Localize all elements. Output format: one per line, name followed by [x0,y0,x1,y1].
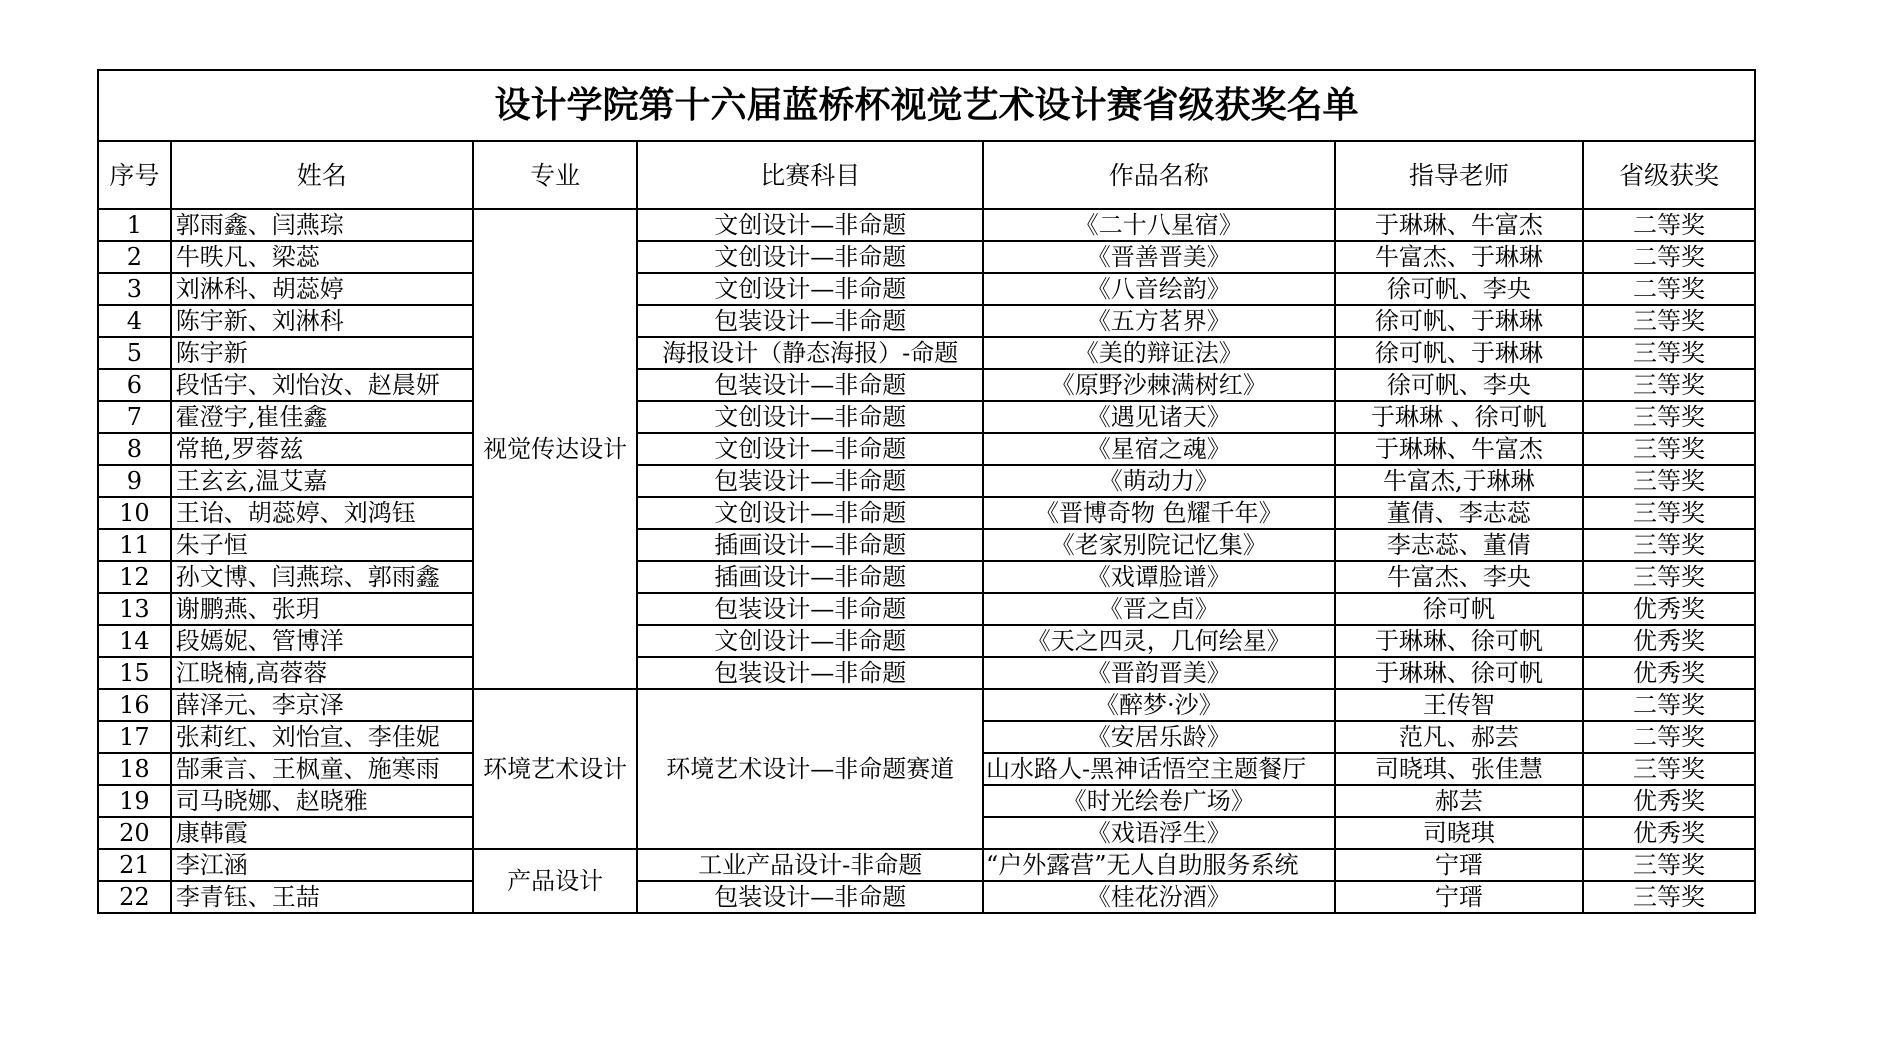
award-level: 三等奖 [1583,465,1755,497]
table-row [98,849,1755,881]
subject-cell: 环境艺术设计—非命题赛道 [637,689,983,849]
row-index: 16 [98,689,171,721]
row-index: 14 [98,625,171,657]
award-level: 三等奖 [1583,369,1755,401]
student-names: 陈宇新、刘淋科 [171,305,473,337]
advisor-names: 王传智 [1335,689,1584,721]
advisor-names: 李志蕊、董倩 [1335,529,1584,561]
header-award: 省级获奖 [1583,141,1755,209]
advisor-names: 司晓琪 [1335,817,1584,849]
header-name: 姓名 [171,141,473,209]
work-title: 《晋博奇物 色耀千年》 [983,497,1335,529]
work-title: 山水路人-黑神话悟空主题餐厅 [983,753,1335,785]
row-index: 10 [98,497,171,529]
table-row [98,369,1755,401]
advisor-names: 徐可帆、李央 [1335,273,1584,305]
work-title: 《原野沙棘满树红》 [983,369,1335,401]
work-title: 《二十八星宿》 [983,209,1335,241]
table-row [98,561,1755,593]
advisor-names: 宁瑨 [1335,881,1584,913]
award-level: 三等奖 [1583,497,1755,529]
award-level: 优秀奖 [1583,593,1755,625]
table-row [98,401,1755,433]
award-level: 二等奖 [1583,273,1755,305]
table-row [98,433,1755,465]
award-level: 优秀奖 [1583,817,1755,849]
advisor-names: 宁瑨 [1335,849,1584,881]
award-level: 三等奖 [1583,401,1755,433]
award-level: 三等奖 [1583,433,1755,465]
student-names: 朱子恒 [171,529,473,561]
advisor-names: 牛富杰、李央 [1335,561,1584,593]
table-row [98,529,1755,561]
row-index: 7 [98,401,171,433]
student-names: 康韩霞 [171,817,473,849]
work-title: 《戏语浮生》 [983,817,1335,849]
advisor-names: 于琳琳、牛富杰 [1335,433,1584,465]
student-names: 霍澄宇,崔佳鑫 [171,401,473,433]
work-title: 《晋之卣》 [983,593,1335,625]
row-index: 5 [98,337,171,369]
award-level: 二等奖 [1583,689,1755,721]
subject-cell: 包装设计—非命题 [637,369,983,401]
row-index: 8 [98,433,171,465]
header-major: 专业 [473,141,638,209]
table-row [98,305,1755,337]
row-index: 4 [98,305,171,337]
subject-cell: 插画设计—非命题 [637,561,983,593]
header-work-title: 作品名称 [983,141,1335,209]
table-row [98,689,1755,721]
award-level: 三等奖 [1583,337,1755,369]
work-title: 《时光绘卷广场》 [983,785,1335,817]
row-index: 19 [98,785,171,817]
student-names: 王诒、胡蕊婷、刘鸿钰 [171,497,473,529]
row-index: 12 [98,561,171,593]
row-index: 3 [98,273,171,305]
header-subject: 比赛科目 [637,141,983,209]
row-index: 21 [98,849,171,881]
advisor-names: 司晓琪、张佳慧 [1335,753,1584,785]
advisor-names: 于琳琳 、徐可帆 [1335,401,1584,433]
student-names: 郭雨鑫、闫燕琮 [171,209,473,241]
subject-cell: 包装设计—非命题 [637,657,983,689]
advisor-names: 于琳琳、牛富杰 [1335,209,1584,241]
advisor-names: 徐可帆、于琳琳 [1335,337,1584,369]
work-title: 《醉梦·沙》 [983,689,1335,721]
major-cell: 产品设计 [473,849,638,913]
award-level: 二等奖 [1583,721,1755,753]
advisor-names: 于琳琳、徐可帆 [1335,657,1584,689]
subject-cell: 文创设计—非命题 [637,433,983,465]
advisor-names: 范凡、郝芸 [1335,721,1584,753]
award-level: 三等奖 [1583,561,1755,593]
row-index: 20 [98,817,171,849]
advisor-names: 牛富杰,于琳琳 [1335,465,1584,497]
major-cell: 视觉传达设计 [473,209,638,689]
page-title: 设计学院第十六届蓝桥杯视觉艺术设计赛省级获奖名单 [98,70,1755,141]
row-index: 13 [98,593,171,625]
major-cell: 环境艺术设计 [473,689,638,849]
row-index: 22 [98,881,171,913]
row-index: 15 [98,657,171,689]
subject-cell: 包装设计—非命题 [637,465,983,497]
work-title: 《天之四灵，几何绘星》 [983,625,1335,657]
advisor-names: 牛富杰、于琳琳 [1335,241,1584,273]
student-names: 郜秉言、王枫童、施寒雨 [171,753,473,785]
row-index: 6 [98,369,171,401]
award-level: 三等奖 [1583,849,1755,881]
work-title: 《晋善晋美》 [983,241,1335,273]
award-level: 二等奖 [1583,209,1755,241]
subject-cell: 工业产品设计-非命题 [637,849,983,881]
student-names: 谢鹏燕、张玥 [171,593,473,625]
table-row [98,657,1755,689]
subject-cell: 文创设计—非命题 [637,625,983,657]
table-row [98,337,1755,369]
award-table [97,69,1756,914]
row-index: 9 [98,465,171,497]
row-index: 11 [98,529,171,561]
student-names: 刘淋科、胡蕊婷 [171,273,473,305]
student-names: 司马晓娜、赵晓雅 [171,785,473,817]
header-index: 序号 [98,141,171,209]
student-names: 薛泽元、李京泽 [171,689,473,721]
row-index: 2 [98,241,171,273]
subject-cell: 文创设计—非命题 [637,241,983,273]
table-row [98,497,1755,529]
award-level: 三等奖 [1583,305,1755,337]
subject-cell: 文创设计—非命题 [637,209,983,241]
student-names: 陈宇新 [171,337,473,369]
advisor-names: 郝芸 [1335,785,1584,817]
work-title: 《遇见诸天》 [983,401,1335,433]
work-title: 《八音绘韵》 [983,273,1335,305]
award-level: 二等奖 [1583,241,1755,273]
table-row [98,465,1755,497]
award-level: 三等奖 [1583,881,1755,913]
work-title: 《星宿之魂》 [983,433,1335,465]
student-names: 江晓楠,高蓉蓉 [171,657,473,689]
award-level: 优秀奖 [1583,625,1755,657]
work-title: 《萌动力》 [983,465,1335,497]
subject-cell: 包装设计—非命题 [637,881,983,913]
student-names: 李江涵 [171,849,473,881]
student-names: 牛昳凡、梁蕊 [171,241,473,273]
advisor-names: 董倩、李志蕊 [1335,497,1584,529]
subject-cell: 文创设计—非命题 [637,273,983,305]
subject-cell: 插画设计—非命题 [637,529,983,561]
row-index: 1 [98,209,171,241]
subject-cell: 文创设计—非命题 [637,497,983,529]
advisor-names: 徐可帆 [1335,593,1584,625]
advisor-names: 徐可帆、于琳琳 [1335,305,1584,337]
work-title: “户外露营”无人自助服务系统 [983,849,1335,881]
work-title: 《美的辩证法》 [983,337,1335,369]
row-index: 17 [98,721,171,753]
award-level: 优秀奖 [1583,657,1755,689]
student-names: 孙文博、闫燕琮、郭雨鑫 [171,561,473,593]
student-names: 张莉红、刘怡宣、李佳妮 [171,721,473,753]
student-names: 王玄玄,温艾嘉 [171,465,473,497]
student-names: 常艳,罗蓉兹 [171,433,473,465]
student-names: 李青钰、王喆 [171,881,473,913]
award-level: 三等奖 [1583,529,1755,561]
row-index: 18 [98,753,171,785]
subject-cell: 文创设计—非命题 [637,401,983,433]
subject-cell: 海报设计（静态海报）-命题 [637,337,983,369]
table-row [98,241,1755,273]
work-title: 《戏谭脸谱》 [983,561,1335,593]
advisor-names: 于琳琳、徐可帆 [1335,625,1584,657]
student-names: 段恬宇、刘怡汝、赵晨妍 [171,369,473,401]
table-row [98,273,1755,305]
work-title: 《老家别院记忆集》 [983,529,1335,561]
advisor-names: 徐可帆、李央 [1335,369,1584,401]
work-title: 《安居乐龄》 [983,721,1335,753]
subject-cell: 包装设计—非命题 [637,593,983,625]
table-row [98,881,1755,913]
work-title: 《五方茗界》 [983,305,1335,337]
work-title: 《桂花汾酒》 [983,881,1335,913]
table-row [98,209,1755,241]
table-row [98,593,1755,625]
subject-cell: 包装设计—非命题 [637,305,983,337]
work-title: 《晋韵晋美》 [983,657,1335,689]
header-advisor: 指导老师 [1335,141,1584,209]
student-names: 段嫣妮、管博洋 [171,625,473,657]
award-level: 三等奖 [1583,753,1755,785]
award-level: 优秀奖 [1583,785,1755,817]
table-row [98,625,1755,657]
